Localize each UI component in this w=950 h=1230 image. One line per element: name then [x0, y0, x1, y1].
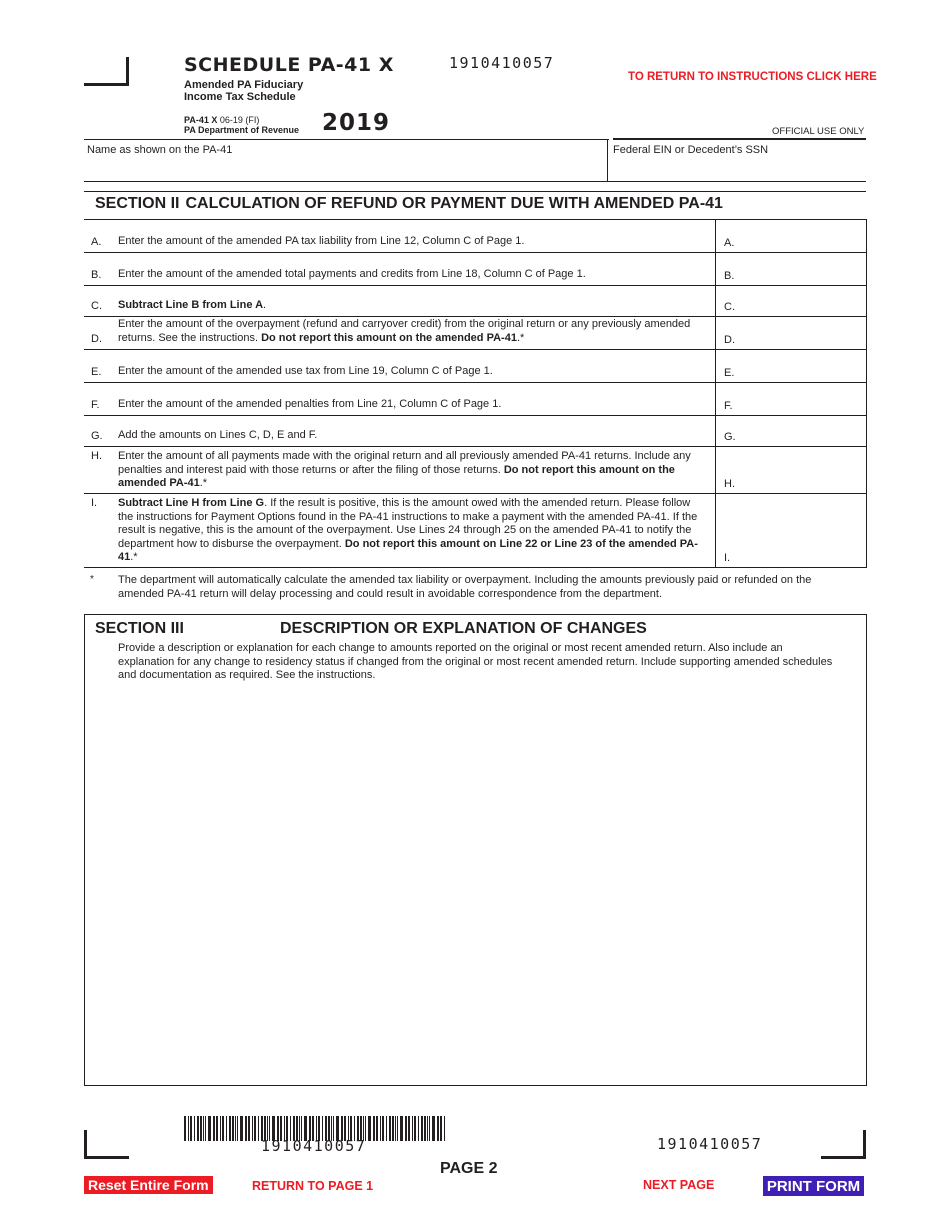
name-input[interactable]: [90, 160, 599, 180]
line-amount-input[interactable]: [740, 256, 861, 282]
barcode-bar: [427, 1116, 428, 1141]
registration-mark-bottom-right: [821, 1130, 866, 1159]
section-iii-label: SECTION III: [95, 620, 184, 637]
barcode-bar: [392, 1116, 394, 1141]
barcode-bar: [200, 1116, 202, 1141]
line-description: [118, 365, 708, 379]
barcode-number: 1910410057: [261, 1137, 367, 1155]
barcode-bar: [248, 1116, 250, 1141]
answer-cell: [720, 494, 865, 567]
answer-cell: [720, 350, 865, 382]
line-letter: H.: [91, 450, 102, 462]
answer-cell: [720, 447, 865, 493]
answer-cell-label: F.: [724, 400, 733, 412]
subtitle-line-2: Income Tax Schedule: [184, 91, 296, 103]
name-field-label: Name as shown on the PA-41: [87, 144, 233, 156]
barcode-bar: [444, 1116, 445, 1141]
print-form-button[interactable]: PRINT FORM: [763, 1176, 864, 1196]
return-to-instructions-link[interactable]: TO RETURN TO INSTRUCTIONS CLICK HERE: [628, 71, 877, 83]
schedule-subtitle: [184, 79, 344, 103]
divider: [84, 181, 866, 182]
barcode-bar: [437, 1116, 439, 1141]
barcode-bar: [245, 1116, 247, 1141]
barcode-bar: [386, 1116, 387, 1141]
ein-field-label: Federal EIN or Decedent’s SSN: [613, 144, 769, 156]
answer-cell: [720, 416, 865, 446]
subtitle-line-1: Amended PA Fiduciary: [184, 79, 304, 91]
answer-cell: [720, 253, 865, 285]
ocr-number-bottom: 1910410057: [657, 1135, 763, 1153]
barcode-bar: [208, 1116, 211, 1141]
barcode-bar: [197, 1116, 199, 1141]
barcode-bar: [237, 1116, 238, 1141]
barcode-bar: [424, 1116, 426, 1141]
answer-cell: [720, 383, 865, 415]
explanation-textarea[interactable]: [100, 690, 854, 1079]
line-row: [84, 383, 866, 416]
line-amount-input[interactable]: [740, 450, 861, 490]
answer-cell-label: A.: [724, 237, 735, 249]
line-description: [118, 235, 708, 249]
answer-cell-label: I.: [724, 552, 731, 564]
line-description: [118, 318, 708, 345]
section-ii-heading: [95, 195, 729, 213]
barcode-bar: [213, 1116, 215, 1141]
answer-cell-label: H.: [724, 478, 735, 490]
footnote-text: The department will automatically calculate the amended tax liability or overpayment. Including the amounts previously paid or refunded on the amended PA-41 return will delay processing and could result in avoidable correspondence from the department.: [118, 574, 812, 600]
barcode-bar: [397, 1116, 398, 1141]
line-amount-input[interactable]: [740, 353, 861, 379]
line-description-text: . If the result is positive, this is the amount owed with the amended return. Please follow the instructions for Payment Options found in the PA-41 instructions to make a payment with the amended PA-41. If the result is negative, this is the amount of the overpayment. Use Lines 24 through 25 on the amended PA-41 to notify the department how to disburse the overpayment.: [118, 497, 698, 550]
barcode-bar: [252, 1116, 253, 1141]
next-page-link[interactable]: NEXT PAGE: [643, 1178, 715, 1192]
line-description: [118, 429, 708, 443]
line-description-bold: Do not report this amount on the amended PA-41: [118, 463, 675, 489]
barcode-bar: [405, 1116, 407, 1141]
line-letter: I.: [91, 497, 98, 509]
line-description: [118, 398, 708, 412]
barcode-bar: [376, 1116, 378, 1141]
section-ii-title: CALCULATION OF REFUND OR PAYMENT DUE WITH AMENDED PA-41: [185, 195, 723, 212]
tax-year: 2019: [322, 110, 391, 136]
line-row: [84, 286, 866, 317]
reset-form-button[interactable]: Reset Entire Form: [84, 1176, 213, 1194]
barcode-bar: [232, 1116, 234, 1141]
barcode-bar: [380, 1116, 381, 1141]
barcode-bar: [432, 1116, 435, 1141]
divider: [607, 139, 608, 182]
barcode-bar: [389, 1116, 391, 1141]
line-row: [84, 253, 866, 286]
line-description-bold: Subtract Line B from Line A: [118, 298, 264, 311]
barcode-bar: [382, 1116, 384, 1141]
line-description-bold: Subtract Line H from Line G: [118, 497, 265, 509]
line-letter: E.: [91, 366, 102, 378]
line-description-text: Enter the amount of the amended use tax from Line 19, Column C of Page 1.: [118, 364, 493, 377]
barcode-bar: [222, 1116, 224, 1141]
line-description-text: Enter the amount of the amended penalties from Line 21, Column C of Page 1.: [118, 397, 502, 410]
line-description: [118, 497, 708, 565]
barcode-bar: [184, 1116, 186, 1141]
line-description-text: .*: [516, 331, 525, 344]
line-letter: D.: [91, 333, 102, 345]
answer-cell-label: E.: [724, 367, 735, 379]
footnote-mark: *: [90, 574, 94, 585]
barcode-bar: [408, 1116, 410, 1141]
divider: [866, 219, 867, 568]
divider: [613, 138, 866, 140]
line-description-text: Add the amounts on Lines C, D, E and F.: [118, 428, 318, 441]
ocr-number-top: 1910410057: [449, 54, 555, 72]
line-description-text: .: [263, 298, 267, 311]
barcode-bar: [414, 1116, 416, 1141]
answer-cell-label: B.: [724, 270, 735, 282]
barcode-bar: [203, 1116, 204, 1141]
line-letter: G.: [91, 430, 103, 442]
divider: [84, 139, 609, 140]
return-to-page-1-link[interactable]: RETURN TO PAGE 1: [252, 1179, 374, 1193]
barcode-bar: [429, 1116, 430, 1141]
barcode-bar: [188, 1116, 189, 1141]
section-iii-instructions: Provide a description or explanation for each change to amounts reported on the original or most recent amended return. Also include an explanation for any change to residency status if changed from the original or most recent amended return. Include supporting amended schedules and documentation as required. See the instructions.: [118, 642, 833, 681]
form-code-block: [184, 115, 299, 135]
barcode-bar: [240, 1116, 243, 1141]
line-letter: C.: [91, 300, 102, 312]
line-description: [118, 268, 708, 282]
form-code: PA-41 X: [184, 115, 218, 125]
line-description-text: Enter the amount of the overpayment (refund and carryover credit) from the original return or any previously amended returns. See the instructions.: [118, 318, 691, 344]
answer-cell: [720, 220, 865, 252]
line-description-text: .*: [130, 551, 138, 563]
barcode-bar: [440, 1116, 442, 1141]
answer-cell-label: D.: [724, 334, 735, 346]
line-description-text: Enter the amount of all payments made with the original return and all previously amended PA-41 returns. Include any penalties and interest paid with those returns or after the filing of those returns.: [118, 450, 691, 476]
line-amount-input[interactable]: [740, 289, 861, 313]
official-use-label: OFFICIAL USE ONLY: [772, 126, 865, 137]
section-iii-title: DESCRIPTION OR EXPLANATION OF CHANGES: [280, 620, 647, 637]
barcode-bar: [229, 1116, 231, 1141]
line-amount-input[interactable]: [740, 419, 861, 443]
line-letter: F.: [91, 399, 100, 411]
line-amount-input[interactable]: [740, 386, 861, 412]
barcode-bar: [368, 1116, 371, 1141]
ein-input[interactable]: [614, 160, 863, 180]
line-description-text: Enter the amount of the amended PA tax liability from Line 12, Column C of Page 1.: [118, 234, 525, 247]
line-letter: B.: [91, 269, 102, 281]
line-row: [84, 416, 866, 447]
registration-mark-bottom-left: [84, 1130, 129, 1159]
barcode-bar: [216, 1116, 218, 1141]
line-row: [84, 494, 866, 568]
department-name: PA Department of Revenue: [184, 125, 300, 135]
line-description-bold: Do not report this amount on Line 22 or Line 23 of the amended PA-41: [118, 537, 698, 563]
line-row: [84, 350, 866, 383]
page-number: PAGE 2: [440, 1160, 498, 1177]
line-description: [118, 450, 708, 491]
divider: [84, 191, 866, 192]
section-ii-label: SECTION II: [95, 195, 180, 212]
registration-mark-top-left: [84, 57, 129, 86]
barcode-bar: [373, 1116, 375, 1141]
barcode-bar: [205, 1116, 206, 1141]
form-revision: 06-19 (FI): [219, 115, 260, 125]
answer-cell: [720, 286, 865, 316]
line-amount-input[interactable]: [740, 497, 861, 564]
line-amount-input[interactable]: [740, 223, 861, 249]
line-amount-input[interactable]: [740, 320, 861, 346]
line-row: [84, 220, 866, 253]
barcode-bar: [400, 1116, 403, 1141]
line-description-text: Enter the amount of the amended total payments and credits from Line 18, Column C of Page 1.: [118, 267, 586, 280]
answer-cell: [720, 317, 865, 349]
line-description-text: .*: [199, 477, 208, 489]
barcode-bar: [235, 1116, 236, 1141]
barcode-bar: [395, 1116, 396, 1141]
barcode-bar: [220, 1116, 221, 1141]
line-row: [84, 447, 866, 494]
barcode-bar: [226, 1116, 227, 1141]
barcode-bar: [418, 1116, 419, 1141]
barcode-bar: [258, 1116, 259, 1141]
line-description: [118, 299, 708, 313]
line-description-bold: Do not report this amount on the amended PA-41: [261, 331, 517, 344]
barcode-bar: [421, 1116, 423, 1141]
answer-cell-label: G.: [724, 431, 736, 443]
answer-cell-label: C.: [724, 301, 735, 313]
line-row: [84, 317, 866, 350]
line-letter: A.: [91, 236, 102, 248]
barcode-bar: [194, 1116, 195, 1141]
barcode-bar: [254, 1116, 256, 1141]
barcode-bar: [412, 1116, 413, 1141]
barcode-bar: [190, 1116, 192, 1141]
schedule-title: SCHEDULE PA-41 X: [184, 54, 394, 76]
